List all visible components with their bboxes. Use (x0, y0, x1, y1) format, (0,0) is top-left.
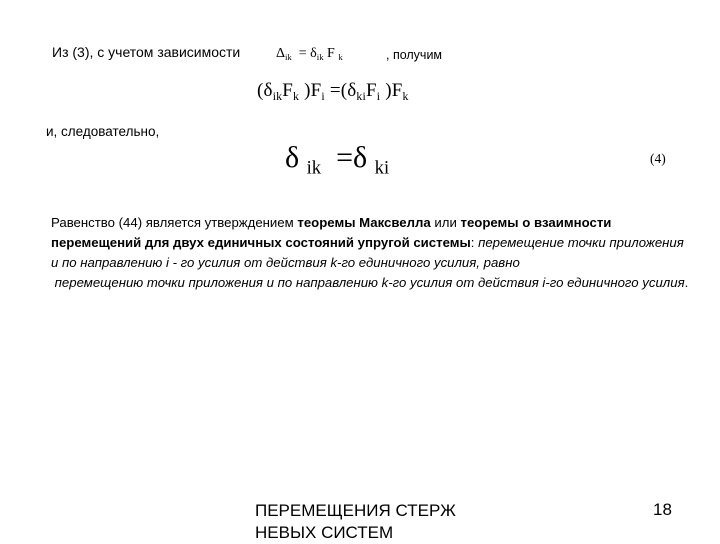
formula-symbol: F (365, 80, 377, 101)
formula-symbol: F (327, 46, 335, 61)
paragraph-bold: теоремы о взаимности перемещений для двух единичных состояний упругой системы (51, 215, 612, 250)
consequently-text: и, следовательно, (46, 124, 160, 139)
formula-symbol: )F (304, 80, 322, 101)
formula-subscript: i (376, 90, 381, 104)
formula-subscript: ik (316, 52, 324, 63)
formula-equals: = (298, 46, 307, 61)
formula-subscript: ik (272, 90, 283, 104)
formula-subscript: i (321, 90, 325, 104)
page-number: 18 (653, 500, 672, 519)
reciprocity-work-formula (257, 80, 409, 104)
formula-subscript: k (293, 90, 300, 104)
formula-symbol: F (282, 80, 294, 101)
formula-symbol: )F (385, 80, 403, 101)
formula-subscript: ik (306, 157, 322, 179)
formula-symbol: Δ (276, 46, 286, 61)
paragraph-text: или (430, 215, 461, 230)
dependency-formula (276, 46, 343, 62)
formula-subscript: k (402, 90, 409, 104)
formula-symbol: δ (263, 80, 273, 101)
paragraph-italic: перемещению точки приложения и по направлению k-го усилия от действия i-го единичного усилия (54, 275, 685, 290)
theorem-paragraph (51, 213, 691, 293)
formula-subscript: ik (285, 52, 292, 63)
formula-symbol: δ (310, 46, 317, 61)
formula-equals: = (329, 80, 341, 101)
intro-text-suffix: , получим (386, 48, 443, 62)
paragraph-text: Равенство (44) является утверждением (51, 215, 298, 230)
intro-text-line: Из (3), с учетом зависимости (52, 44, 241, 60)
formula-equals: = (336, 141, 354, 174)
footer-title: ПЕРЕМЕЩЕНИЯ СТЕРЖ НЕВЫХ СИСТЕМ (255, 501, 456, 542)
equation-number: (4) (650, 151, 666, 166)
formula-subscript: ki (356, 90, 366, 104)
formula-subscript: ki (374, 157, 390, 179)
formula-subscript: k (338, 52, 343, 63)
maxwell-reciprocity-formula (285, 141, 389, 180)
paragraph-bold: теоремы Максвелла (297, 215, 431, 230)
formula-symbol: δ (353, 141, 368, 174)
formula-symbol: δ (285, 141, 300, 174)
formula-symbol: δ (347, 80, 357, 101)
paragraph-text: . (684, 275, 689, 290)
paragraph-italic: перемещение точки приложения и по направлению i - го усилия от действия k-го единичного усилия, равно (51, 235, 684, 270)
paragraph-text: : (470, 235, 479, 250)
formula-paren: ( (340, 80, 348, 101)
formula-paren: ( (257, 80, 264, 101)
